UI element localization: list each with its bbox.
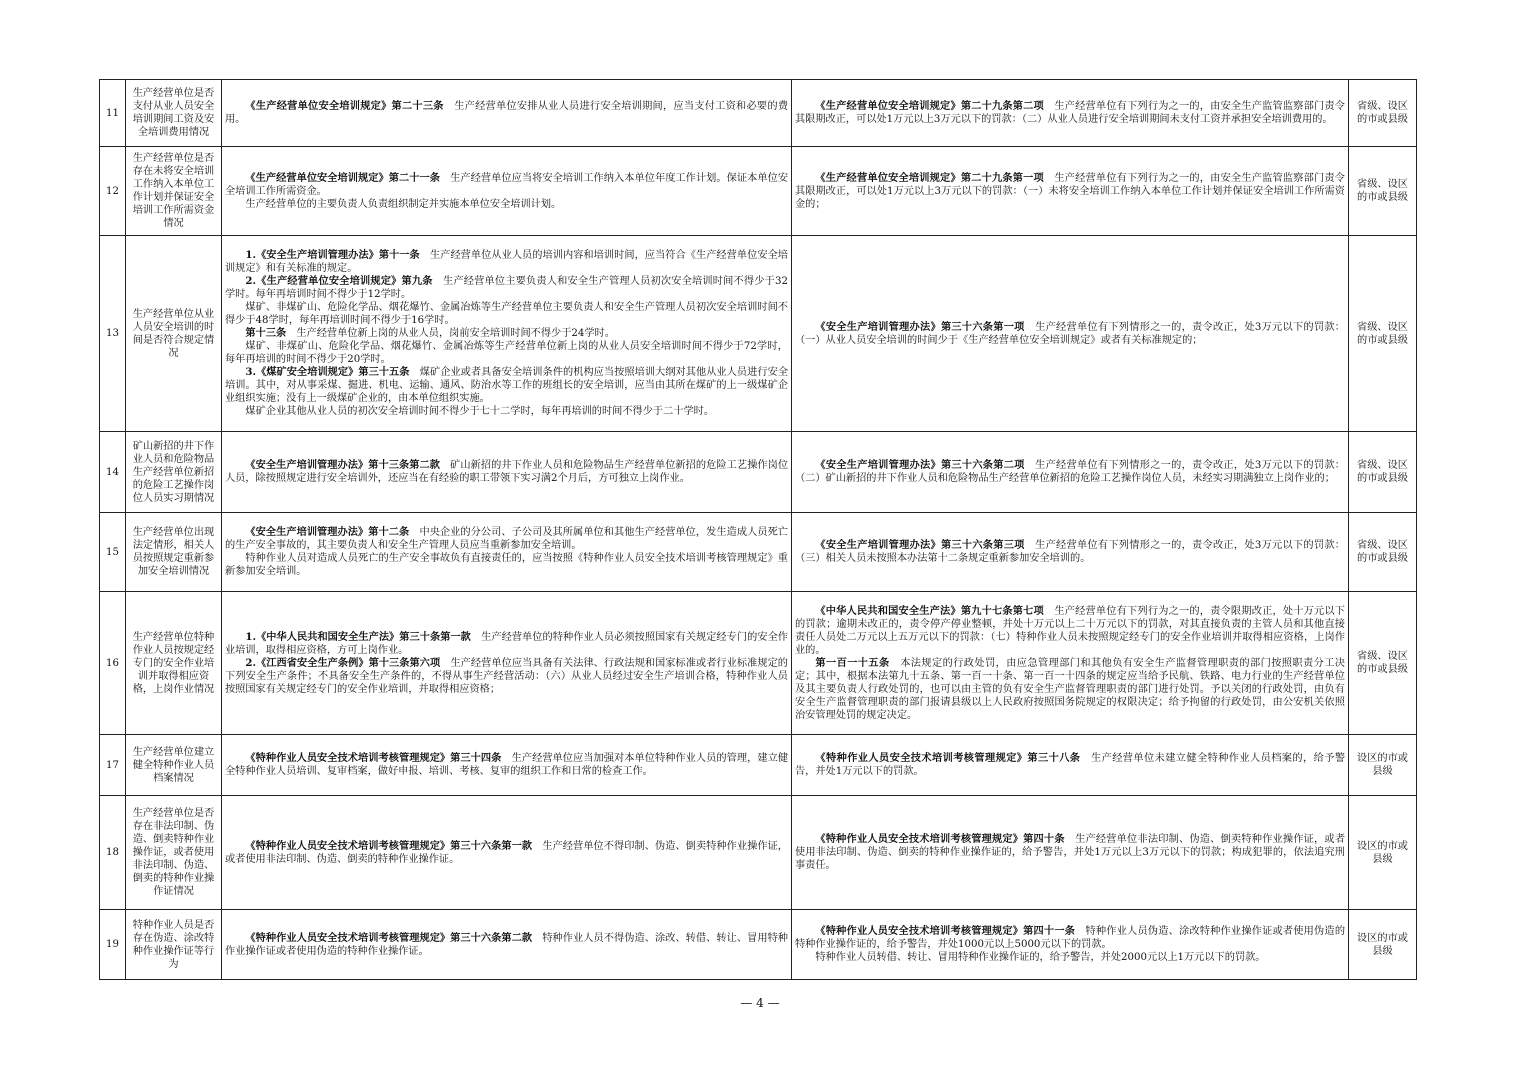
basis-paragraph (225, 366, 788, 405)
article-reference: 第十三条 (245, 327, 287, 339)
basis-paragraph (225, 752, 788, 778)
legal-basis-cell (222, 432, 792, 513)
regulation-table (99, 79, 1417, 980)
article-text: 煤矿企业其他从业人员的初次安全培训时间不得少于七十二学时，每年再培训的时间不得少于二十学时。 (245, 406, 715, 417)
penalty-basis-cell (792, 910, 1349, 980)
row-number: 16 (100, 592, 126, 735)
article-reference: 《安全生产培训管理办法》第十三条第二款 (245, 459, 440, 471)
article-text: 煤矿、非煤矿山、危险化学品、烟花爆竹、金属冶炼等生产经营单位新上岗的从业人员安全培训时间不得少于72学时，每年再培训的时间不得少于20学时。 (225, 341, 788, 365)
penalty-paragraph (795, 605, 1345, 657)
article-reference: 《安全生产培训管理办法》第三十六条第二项 (815, 459, 1025, 471)
inspection-item: 生产经营单位从业人员安全培训的时间是否符合规定情况 (126, 236, 222, 432)
penalty-basis-cell (792, 432, 1349, 513)
article-reference: 《生产经营单位安全培训规定》第二十九条第一项 (815, 171, 1044, 184)
article-reference: 《生产经营单位安全培训规定》第二十三条 (245, 100, 444, 112)
article-reference: 《安全生产培训管理办法》第三十六条第三项 (815, 539, 1025, 551)
row-number: 15 (100, 513, 126, 592)
row-number: 18 (100, 796, 126, 910)
row-number: 12 (100, 147, 126, 236)
penalty-paragraph (795, 321, 1345, 347)
penalty-paragraph (795, 172, 1345, 211)
article-text: 特种作业人员伪造、涂改特种作业操作证或者使用伪造的特种作业操作证的，给予警告，并处1000元以上5000元以下的罚款。 (795, 926, 1346, 950)
enforcement-level: 省级、设区的市或县级 (1349, 432, 1417, 513)
enforcement-level: 设区的市或县级 (1349, 796, 1417, 910)
article-text: 生产经营单位新上岗的从业人员，岗前安全培训时间不得少于24学时。 (286, 328, 615, 339)
table-row (100, 796, 1417, 910)
penalty-basis-cell (792, 735, 1349, 796)
enforcement-level: 省级、设区的市或县级 (1349, 513, 1417, 592)
penalty-paragraph (795, 100, 1345, 126)
row-number: 13 (100, 236, 126, 432)
article-reference: 1.《中华人民共和国安全生产法》第三十条第一款 (245, 630, 471, 643)
inspection-item: 生产经营单位是否存在非法印制、伪造、倒卖特种作业操作证，或者使用非法印制、伪造、倒卖的特种作业操作证情况 (126, 796, 222, 910)
basis-paragraph (225, 459, 788, 485)
page-number: — 4 — (740, 996, 780, 1010)
article-reference: 1.《安全生产培训管理办法》第十一条 (245, 249, 420, 261)
article-text: 煤矿企业或者具备安全培训条件的机构应当按照培训大纲对其他从业人员进行安全培训。其中，对从事采煤、掘进、机电、运输、通风、防治水等工作的班组长的安全培训，应当由其所在煤矿的上一级煤矿企业组织实施；没有上一级煤矿企业的，由本单位组织实施。 (225, 367, 789, 404)
table-body (100, 80, 1417, 980)
enforcement-level: 省级、设区的市或县级 (1349, 147, 1417, 236)
inspection-item: 生产经营单位出现法定情形，相关人员按照规定重新参加安全培训情况 (126, 513, 222, 592)
article-reference: 2.《江西省安全生产条例》第十三条第六项 (245, 656, 441, 669)
enforcement-level: 省级、设区的市或县级 (1349, 236, 1417, 432)
penalty-paragraph (795, 752, 1345, 778)
article-text: 本法规定的行政处罚，由应急管理部门和其他负有安全生产监督管理职责的部门按照职责分工决定；其中，根据本法第九十五条、第一百一十条、第一百一十四条的规定应当给予民航、铁路、电力行业的生产经营单位及其主要负责人行政处罚的，也可以由主管的负有安全生产监督管理职责的部门进行处罚。予以关闭的行政处罚，由负有安全生产监督管理职责的部门报请县级以上人民政府按照国务院规定的权限决定；给予拘留的行政处罚，由公安机关依照治安管理处罚的规定决定。 (795, 657, 1345, 721)
article-text: 生产经营单位不得印制、伪造、倒卖特种作业操作证，或者使用非法印制、伪造、倒卖的特种作业操作证。 (225, 840, 788, 865)
article-reference: 《特种作业人员安全技术培训考核管理规定》第三十四条 (245, 752, 502, 764)
article-reference: 《生产经营单位安全培训规定》第二十一条 (245, 171, 440, 184)
basis-paragraph (225, 100, 788, 126)
basis-paragraph (225, 198, 788, 211)
legal-basis-cell (222, 910, 792, 980)
table-row (100, 432, 1417, 513)
penalty-paragraph (795, 459, 1345, 485)
article-text: 特种作业人员对造成人员死亡的生产安全事故负有直接责任的，应当按照《特种作业人员安全技术培训考核管理规定》重新参加安全培训。 (225, 553, 788, 577)
article-text: 生产经营单位有下列情形之一的，责令改正，处3万元以下的罚款：（一）从业人员安全培训的时间少于《生产经营单位安全培训规定》或者有关标准规定的； (795, 321, 1345, 346)
article-reference: 《特种作业人员安全技术培训考核管理规定》第四十一条 (815, 925, 1076, 937)
article-text: 生产经营单位安排从业人员进行安全培训期间，应当支付工资和必要的费用。 (225, 101, 789, 125)
article-reference: 《中华人民共和国安全生产法》第九十七条第七项 (815, 604, 1044, 617)
article-text: 生产经营单位应当具备有关法律、行政法规和国家标准或者行业标准规定的下列安全生产条件；不具备安全生产条件的，不得从事生产经营活动：（六）从业人员经过安全生产培训合格，特种作业人员按照国家有关规定经专门的安全作业培训，并取得相应资格； (225, 657, 788, 695)
penalty-basis-cell (792, 513, 1349, 592)
legal-basis-cell (222, 592, 792, 735)
inspection-item: 生产经营单位特种作业人员按规定经专门的安全作业培训并取得相应资格，上岗作业情况 (126, 592, 222, 735)
table-row (100, 236, 1417, 432)
article-text: 矿山新招的井下作业人员和危险物品生产经营单位新招的危险工艺操作岗位人员，除按照规定进行安全培训外，还应当在有经验的职工带领下实习满2个月后，方可独立上岗作业。 (225, 460, 789, 484)
row-number: 11 (100, 80, 126, 147)
legal-basis-cell (222, 796, 792, 910)
row-number: 19 (100, 910, 126, 980)
article-reference: 《特种作业人员安全技术培训考核管理规定》第四十条 (815, 833, 1065, 845)
basis-paragraph (225, 840, 788, 866)
basis-paragraph (225, 657, 788, 696)
article-text: 生产经营单位的主要负责人负责组织制定并实施本单位安全培训计划。 (245, 198, 562, 210)
inspection-item: 生产经营单位建立健全特种作业人员档案情况 (126, 735, 222, 796)
inspection-item: 生产经营单位是否支付从业人员安全培训期间工资及安全培训费用情况 (126, 80, 222, 147)
legal-basis-cell (222, 80, 792, 147)
penalty-paragraph (795, 833, 1345, 872)
enforcement-level: 省级、设区的市或县级 (1349, 80, 1417, 147)
penalty-paragraph (795, 539, 1345, 565)
penalty-paragraph (795, 657, 1345, 722)
legal-basis-cell (222, 735, 792, 796)
basis-paragraph (225, 327, 788, 340)
penalty-basis-cell (792, 236, 1349, 432)
article-text: 生产经营单位应当加强对本单位特种作业人员的管理，建立健全特种作业人员培训、复审档案，做好申报、培训、考核、复审的组织工作和日常的检查工作。 (225, 753, 789, 777)
article-text: 特种作业人员转借、转让、冒用特种作业操作证的，给予警告，并处2000元以上1万元以下的罚款。 (815, 952, 1266, 963)
table-row (100, 80, 1417, 147)
article-reference: 《安全生产培训管理办法》第十二条 (245, 526, 410, 538)
basis-paragraph (225, 526, 788, 552)
article-text: 生产经营单位有下列情形之一的，责令改正，处3万元以下的罚款：（二）矿山新招的井下作业人员和危险物品生产经营单位新招的危险工艺操作岗位人员，未经实习期满独立上岗作业的； (795, 460, 1345, 484)
legal-basis-cell (222, 147, 792, 236)
article-reference: 《特种作业人员安全技术培训考核管理规定》第三十六条第一款 (245, 839, 533, 852)
article-text: 生产经营单位应当将安全培训工作纳入本单位年度工作计划。保证本单位安全培训工作所需资金。 (225, 172, 789, 197)
article-reference: 《特种作业人员安全技术培训考核管理规定》第三十六条第二款 (245, 931, 533, 944)
article-text: 煤矿、非煤矿山、危险化学品、烟花爆竹、金属冶炼等生产经营单位主要负责人和安全生产管理人员初次安全培训时间不得少于48学时，每年再培训时间不得少于16学时。 (225, 302, 788, 326)
article-text: 生产经营单位主要负责人和安全生产管理人员初次安全培训时间不得少于32学时。每年再培训时间不得少于12学时。 (225, 276, 788, 300)
article-reference: 《特种作业人员安全技术培训考核管理规定》第三十八条 (815, 752, 1081, 764)
basis-paragraph (225, 249, 788, 275)
basis-paragraph (225, 552, 788, 578)
article-reference: 3.《煤矿安全培训规定》第三十五条 (245, 366, 410, 378)
article-text: 生产经营单位有下列行为之一的，责令限期改正，处十万元以下的罚款；逾期未改正的，责令停产停业整顿，并处十万元以上二十万元以下的罚款，对其直接负责的主管人员和其他直接责任人员处二万元以上五万元以下的罚款：（七）特种作业人员未按照规定经专门的安全作业培训并取得相应资格，上岗作业的。 (795, 605, 1345, 656)
inspection-item: 矿山新招的井下作业人员和危险物品生产经营单位新招的危险工艺操作岗位人员实习期情况 (126, 432, 222, 513)
article-text: 生产经营单位从业人员的培训内容和培训时间，应当符合《生产经营单位安全培训规定》和有关标准的规定。 (225, 250, 788, 274)
inspection-item: 生产经营单位是否存在未将安全培训工作纳入本单位工作计划并保证安全培训工作所需资金情况 (126, 147, 222, 236)
enforcement-level: 省级、设区的市或县级 (1349, 592, 1417, 735)
article-text: 生产经营单位的特种作业人员必须按照国家有关规定经专门的安全作业培训，取得相应资格，方可上岗作业。 (225, 631, 788, 656)
basis-paragraph (225, 275, 788, 301)
enforcement-level: 设区的市或县级 (1349, 910, 1417, 980)
basis-paragraph (225, 172, 788, 198)
basis-paragraph (225, 340, 788, 366)
table-row (100, 147, 1417, 236)
penalty-basis-cell (792, 80, 1349, 147)
penalty-paragraph (795, 951, 1345, 964)
penalty-basis-cell (792, 592, 1349, 735)
article-text: 生产经营单位有下列行为之一的，由安全生产监管监察部门责令其限期改正，可以处1万元以上3万元以下的罚款：（二）从业人员进行安全培训期间未支付工资并承担安全培训费用的。 (795, 101, 1345, 125)
article-reference: 《安全生产培训管理办法》第三十六条第一项 (815, 320, 1025, 333)
enforcement-level: 设区的市或县级 (1349, 735, 1417, 796)
basis-paragraph (225, 405, 788, 418)
article-text: 生产经营单位未建立健全特种作业人员档案的，给予警告，并处1万元以下的罚款。 (795, 753, 1346, 777)
article-text: 生产经营单位非法印制、伪造、倒卖特种作业操作证，或者使用非法印制、伪造、倒卖的特种作业操作证的，给予警告，并处1万元以上3万元以下的罚款；构成犯罪的，依法追究刑事责任。 (795, 834, 1346, 871)
article-reference: 2.《生产经营单位安全培训规定》第九条 (245, 275, 433, 287)
basis-paragraph (225, 301, 788, 327)
article-text: 生产经营单位有下列情形之一的，责令改正，处3万元以下的罚款：（三）相关人员未按照本办法第十二条规定重新参加安全培训的。 (795, 540, 1345, 564)
basis-paragraph (225, 932, 788, 958)
article-reference: 《生产经营单位安全培训规定》第二十九条第二项 (815, 100, 1044, 112)
article-text: 生产经营单位有下列行为之一的，由安全生产监管监察部门责令其限期改正，可以处1万元以上3万元以下的罚款：（一）未将安全培训工作纳入本单位工作计划并保证安全培训工作所需资金的； (795, 172, 1345, 210)
penalty-basis-cell (792, 147, 1349, 236)
basis-paragraph (225, 631, 788, 657)
table-row (100, 735, 1417, 796)
legal-basis-cell (222, 513, 792, 592)
row-number: 14 (100, 432, 126, 513)
article-reference: 第一百一十五条 (815, 656, 890, 669)
inspection-item: 特种作业人员是否存在伪造、涂改特种作业操作证等行为 (126, 910, 222, 980)
penalty-basis-cell (792, 796, 1349, 910)
article-text: 特种作业人员不得伪造、涂改、转借、转让、冒用特种作业操作证或者使用伪造的特种作业操作证。 (225, 932, 788, 957)
legal-basis-cell (222, 236, 792, 432)
penalty-paragraph (795, 925, 1345, 951)
table-row (100, 910, 1417, 980)
row-number: 17 (100, 735, 126, 796)
table-row (100, 513, 1417, 592)
table-row (100, 592, 1417, 735)
article-text: 中央企业的分公司、子公司及其所属单位和其他生产经营单位，发生造成人员死亡的生产安全事故的，其主要负责人和安全生产管理人员应当重新参加安全培训。 (225, 527, 789, 551)
